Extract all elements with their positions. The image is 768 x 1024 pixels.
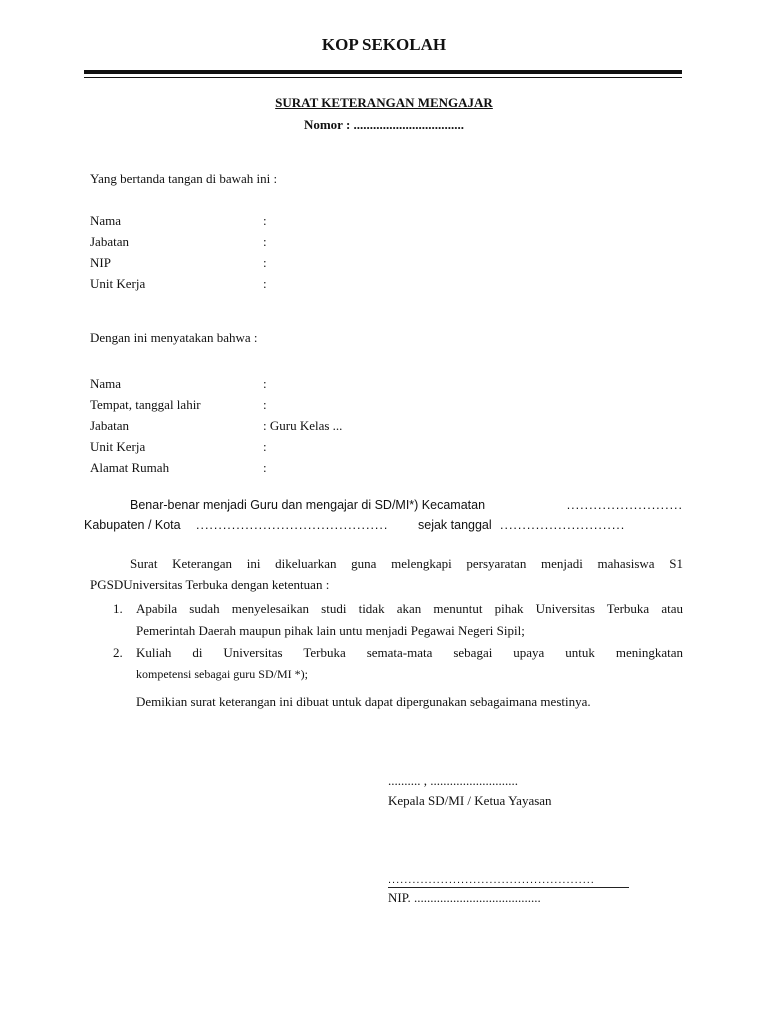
para1-kecamatan-dots: .......................... (566, 498, 683, 512)
subject-birth-value: : (263, 397, 267, 412)
letterhead-rule-thick (84, 70, 682, 74)
signature-name-dots: ................................................... (388, 874, 595, 886)
list-item-2-number: 2. (113, 645, 123, 660)
subject-unit-value: : (263, 439, 267, 454)
subject-position-label: Jabatan (90, 418, 129, 433)
subject-position-value: : Guru Kelas ... (263, 418, 343, 433)
signer-nip-value: : (263, 255, 267, 270)
list-item-2-line1: Kuliah di Universitas Terbuka semata-mata sebagai upaya untuk meningkatan (136, 645, 683, 660)
subject-name-value: : (263, 376, 267, 391)
closing-text: Demikian surat keterangan ini dibuat untuk dapat dipergunakan sebagaimana mestinya. (136, 694, 591, 709)
signer-position-value: : (263, 234, 267, 249)
signer-name-label: Nama (90, 213, 122, 228)
signature-role: Kepala SD/MI / Ketua Yayasan (388, 793, 552, 808)
subject-address-label: Alamat Rumah (90, 460, 170, 475)
subject-unit-label: Unit Kerja (90, 439, 146, 454)
letterhead-title: KOP SEKOLAH (321, 35, 447, 54)
para2-line1: Surat Keterangan ini dikeluarkan guna melengkapi persyaratan menjadi mahasiswa S1 (130, 556, 683, 571)
document-number: Nomor : .................................. (303, 117, 465, 132)
signer-unit-value: : (263, 276, 267, 291)
document-title: SURAT KETERANGAN MENGAJAR (275, 95, 493, 110)
subject-birth-label: Tempat, tanggal lahir (90, 397, 201, 412)
para1-kabupaten-dots: ........................................... (196, 518, 389, 532)
list-item-2-line2: kompetensi sebagai guru SD/MI *); (136, 667, 308, 681)
signature-nip: NIP. ....................................... (388, 890, 541, 905)
list-item-1-line1: Apabila sudah menyelesaikan studi tidak akan menuntut pihak Universitas Terbuka atau (136, 601, 683, 616)
signer-nip-label: NIP (90, 255, 111, 270)
statement-text: Dengan ini menyatakan bahwa : (90, 330, 258, 345)
signer-unit-label: Unit Kerja (90, 276, 146, 291)
para1-since-label: sejak tanggal (418, 518, 492, 532)
letterhead-rule-thin (84, 77, 682, 78)
para1-since-dots: ............................ (500, 518, 626, 532)
signature-place-date: .......... , ........................... (388, 773, 518, 788)
intro-text: Yang bertanda tangan di bawah ini : (90, 171, 278, 186)
para2-line2: PGSDUniversitas Terbuka dengan ketentuan : (90, 577, 330, 592)
list-item-1-line2: Pemerintah Daerah maupun pihak lain untu menjadi Pegawai Negeri Sipil; (136, 623, 525, 638)
signer-name-value: : (263, 213, 267, 228)
para1-kabupaten-label: Kabupaten / Kota (84, 518, 181, 532)
para1-line1 (130, 498, 683, 512)
list-item-1-number: 1. (113, 601, 123, 616)
para1-line1-text: Benar-benar menjadi Guru dan mengajar di SD/MI*) Kecamatan (130, 498, 486, 512)
subject-address-value: : (263, 460, 267, 475)
subject-name-label: Nama (90, 376, 122, 391)
signature-underline (388, 887, 629, 888)
signer-position-label: Jabatan (90, 234, 129, 249)
